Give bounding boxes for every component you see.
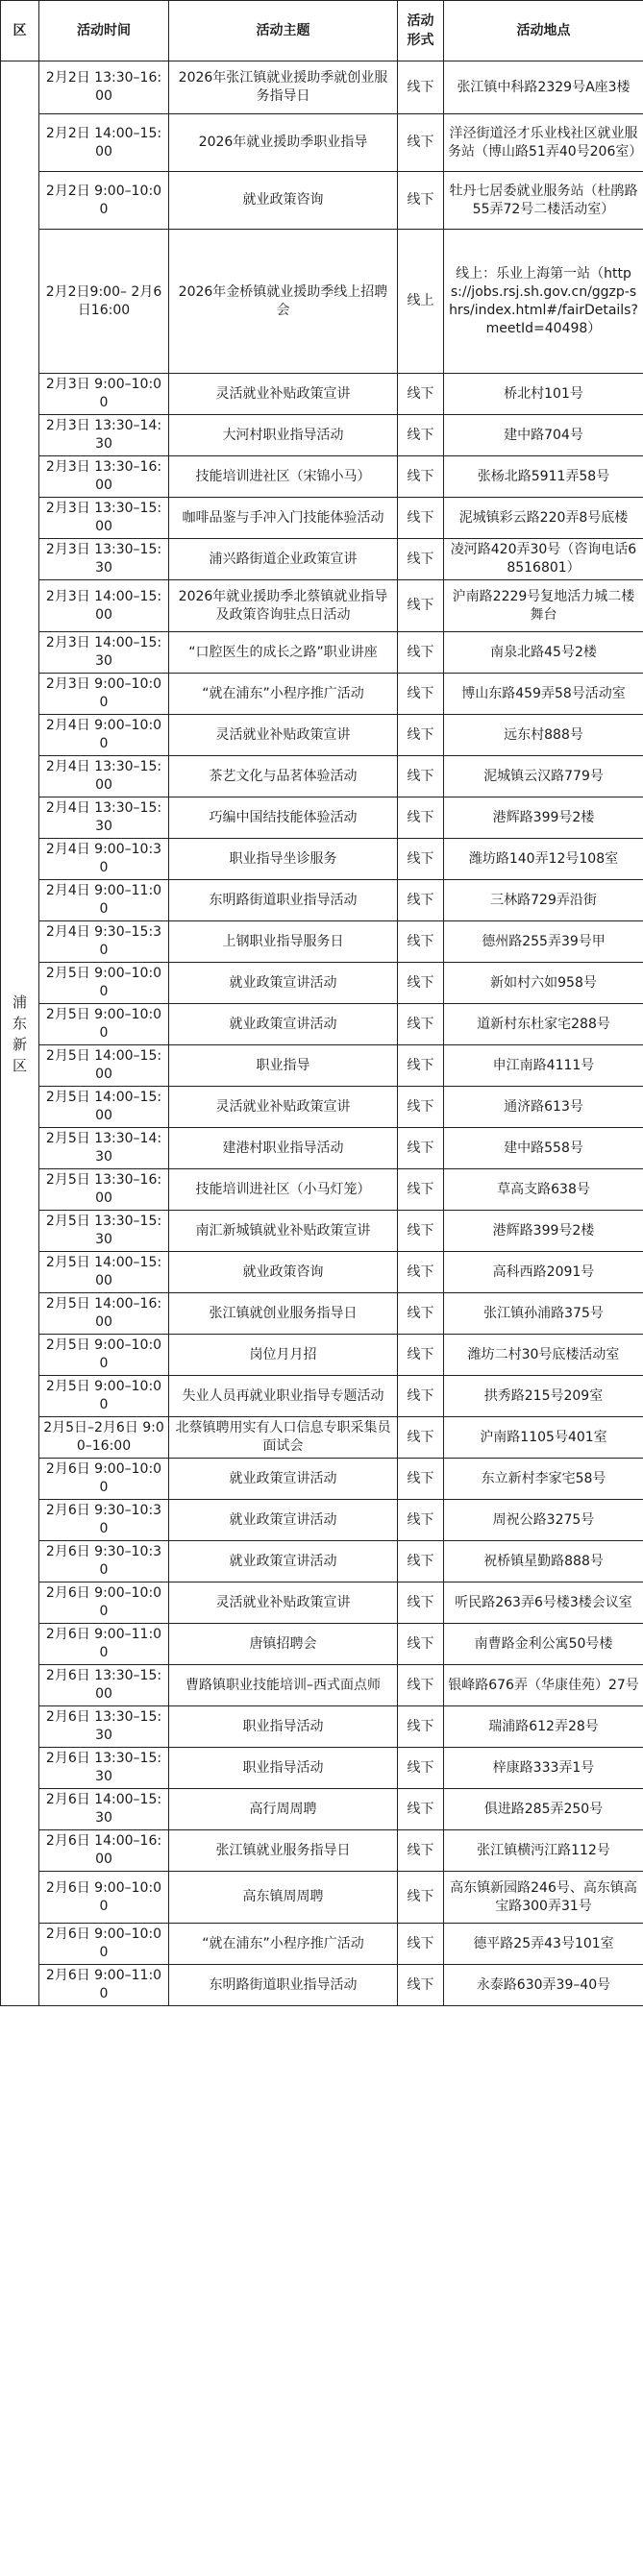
theme-cell: 失业人员再就业职业指导专题活动 [169,1376,398,1417]
theme-cell: 职业指导活动 [169,1706,398,1748]
place-cell: 拱秀路215号209室 [444,1376,643,1417]
form-cell: 线下 [398,1748,444,1789]
table-row [1,456,643,498]
time-cell: 2月6日 9:00–10:00 [39,1924,169,1965]
place-cell: 洋泾街道泾才乐业栈社区就业服务站（博山路51弄40号206室） [444,114,643,172]
district-cell [1,61,39,2006]
theme-cell: 东明路街道职业指导活动 [169,880,398,921]
form-cell: 线上 [398,230,444,374]
place-cell: 张江镇中科路2329号A座3楼 [444,61,643,114]
theme-cell: 就业政策咨询 [169,172,398,230]
time-cell: 2月5日 14:00–15:00 [39,1045,169,1087]
place-cell: 远东村888号 [444,715,643,756]
time-cell: 2月4日 9:30–15:30 [39,921,169,963]
form-cell: 线下 [398,1924,444,1965]
header-time: 活动时间 [39,1,169,61]
table-row [1,839,643,880]
theme-cell: “就在浦东”小程序推广活动 [169,1924,398,1965]
form-cell: 线下 [398,797,444,839]
place-cell: 线上：乐业上海第一站（https://jobs.rsj.sh.gov.cn/ggzp-shrs/index.html#/fairDetails?meetId=40498） [444,230,643,374]
place-cell: 潍坊路140弄12号108室 [444,839,643,880]
place-cell: 博山东路459弄58号活动室 [444,674,643,715]
theme-cell: 2026年就业援助季北蔡镇就业指导及政策咨询驻点日活动 [169,580,398,632]
time-cell: 2月5日 14:00–15:00 [39,1087,169,1128]
form-cell: 线下 [398,1500,444,1541]
form-cell: 线下 [398,172,444,230]
form-cell: 线下 [398,580,444,632]
table-row [1,1128,643,1169]
header-place: 活动地点 [444,1,643,61]
form-cell: 线下 [398,61,444,114]
header-form: 活动形式 [398,1,444,61]
theme-cell: 建港村职业指导活动 [169,1128,398,1169]
form-cell: 线下 [398,1211,444,1252]
theme-cell: 大河村职业指导活动 [169,415,398,456]
form-cell: 线下 [398,1459,444,1500]
table-row [1,797,643,839]
theme-cell: 上钢职业指导服务日 [169,921,398,963]
table-row [1,1169,643,1211]
theme-cell: 浦兴路街道企业政策宣讲 [169,539,398,580]
time-cell: 2月3日 13:30–15:00 [39,498,169,539]
theme-cell: 高行周周聘 [169,1789,398,1830]
form-cell: 线下 [398,1789,444,1830]
table-row [1,114,643,172]
theme-cell: 技能培训进社区（小马灯笼） [169,1169,398,1211]
time-cell: 2月6日 9:00–11:00 [39,1965,169,2006]
table-row [1,374,643,415]
table-row [1,415,643,456]
time-cell: 2月6日 9:30–10:30 [39,1541,169,1582]
place-cell: 牡丹七居委就业服务站（杜鹃路55弄72号二楼活动室） [444,172,643,230]
theme-cell: “口腔医生的成长之路”职业讲座 [169,632,398,674]
table-row [1,1830,643,1872]
form-cell: 线下 [398,1335,444,1376]
theme-cell: 灵活就业补贴政策宣讲 [169,1087,398,1128]
table-row [1,539,643,580]
form-cell: 线下 [398,415,444,456]
time-cell: 2月3日 13:30–15:30 [39,539,169,580]
district-label: 浦东新区 [12,993,27,1074]
time-cell: 2月3日 9:00–10:00 [39,674,169,715]
table-row [1,756,643,797]
theme-cell: 北蔡镇聘用实有人口信息专职采集员面试会 [169,1417,398,1459]
time-cell: 2月6日 9:00–10:00 [39,1872,169,1924]
theme-cell: “就在浦东”小程序推广活动 [169,674,398,715]
form-cell: 线下 [398,1004,444,1045]
place-cell: 凌河路420弄30号（咨询电话68516801） [444,539,643,580]
place-cell: 泥城镇彩云路220弄8号底楼 [444,498,643,539]
form-cell: 线下 [398,1706,444,1748]
form-cell: 线下 [398,1965,444,2006]
theme-cell: 南汇新城镇就业补贴政策宣讲 [169,1211,398,1252]
header-row [1,1,643,61]
table-row [1,1872,643,1924]
theme-cell: 岗位月月招 [169,1335,398,1376]
time-cell: 2月5日 9:00–10:00 [39,963,169,1004]
table-row [1,1376,643,1417]
place-cell: 梓康路333弄1号 [444,1748,643,1789]
theme-cell: 东明路街道职业指导活动 [169,1965,398,2006]
table-row [1,1624,643,1665]
table-row [1,1045,643,1087]
place-cell: 张江镇横沔江路112号 [444,1830,643,1872]
form-cell: 线下 [398,756,444,797]
header-theme: 活动主题 [169,1,398,61]
form-cell: 线下 [398,1872,444,1924]
time-cell: 2月2日 9:00–10:00 [39,172,169,230]
table-row [1,1665,643,1706]
form-cell: 线下 [398,456,444,498]
theme-cell: 就业政策咨询 [169,1252,398,1293]
place-cell: 通济路613号 [444,1087,643,1128]
table-row [1,715,643,756]
place-cell: 沪南路2229号复地活力城二楼舞台 [444,580,643,632]
table-row [1,61,643,114]
theme-cell: 灵活就业补贴政策宣讲 [169,715,398,756]
theme-cell: 唐镇招聘会 [169,1624,398,1665]
theme-cell: 灵活就业补贴政策宣讲 [169,374,398,415]
theme-cell: 巧编中国结技能体验活动 [169,797,398,839]
table-row [1,632,643,674]
time-cell: 2月6日 13:30–15:30 [39,1748,169,1789]
table-row [1,172,643,230]
time-cell: 2月6日 9:00–10:00 [39,1459,169,1500]
form-cell: 线下 [398,715,444,756]
theme-cell: 2026年就业援助季职业指导 [169,114,398,172]
theme-cell: 张江镇就创业服务指导日 [169,1293,398,1335]
place-cell: 祝桥镇星勤路888号 [444,1541,643,1582]
time-cell: 2月3日 13:30–14:30 [39,415,169,456]
time-cell: 2月2日 14:00–15:00 [39,114,169,172]
theme-cell: 职业指导坐诊服务 [169,839,398,880]
theme-cell: 高东镇周周聘 [169,1872,398,1924]
place-cell: 沪南路1105号401室 [444,1417,643,1459]
table-row [1,1965,643,2006]
place-cell: 银峰路676弄（华康佳苑）27号 [444,1665,643,1706]
theme-cell: 咖啡品鉴与手冲入门技能体验活动 [169,498,398,539]
place-cell: 建中路558号 [444,1128,643,1169]
theme-cell: 茶艺文化与品茗体验活动 [169,756,398,797]
place-cell: 瑞浦路612弄28号 [444,1706,643,1748]
theme-cell: 2026年张江镇就业援助季就创业服务指导日 [169,61,398,114]
place-cell: 张江镇孙浦路375号 [444,1293,643,1335]
time-cell: 2月3日 14:00–15:00 [39,580,169,632]
form-cell: 线下 [398,674,444,715]
table-row [1,1417,643,1459]
form-cell: 线下 [398,1665,444,1706]
place-cell: 周祝公路3275号 [444,1500,643,1541]
time-cell: 2月5日 13:30–14:30 [39,1128,169,1169]
time-cell: 2月6日 14:00–16:00 [39,1830,169,1872]
table-row [1,1706,643,1748]
form-cell: 线下 [398,1830,444,1872]
table-row [1,674,643,715]
time-cell: 2月5日 9:00–10:00 [39,1004,169,1045]
theme-cell: 职业指导活动 [169,1748,398,1789]
time-cell: 2月5日–2月6日 9:00–16:00 [39,1417,169,1459]
time-cell: 2月4日 9:00–10:30 [39,839,169,880]
time-cell: 2月5日 9:00–10:00 [39,1376,169,1417]
form-cell: 线下 [398,1045,444,1087]
form-cell: 线下 [398,114,444,172]
time-cell: 2月5日 13:30–16:00 [39,1169,169,1211]
place-cell: 新如村六如958号 [444,963,643,1004]
table-row [1,1252,643,1293]
table-row [1,498,643,539]
table-row [1,1004,643,1045]
theme-cell: 就业政策宣讲活动 [169,963,398,1004]
table-row [1,1748,643,1789]
table-row [1,1459,643,1500]
place-cell: 张杨北路5911弄58号 [444,456,643,498]
place-cell: 草高支路638号 [444,1169,643,1211]
table-row [1,1789,643,1830]
place-cell: 桥北村101号 [444,374,643,415]
table-row [1,1293,643,1335]
form-cell: 线下 [398,1252,444,1293]
header-district: 区 [1,1,39,61]
form-cell: 线下 [398,1582,444,1624]
time-cell: 2月4日 9:00–11:00 [39,880,169,921]
table-row [1,1582,643,1624]
place-cell: 建中路704号 [444,415,643,456]
form-cell: 线下 [398,1417,444,1459]
theme-cell: 2026年金桥镇就业援助季线上招聘会 [169,230,398,374]
form-cell: 线下 [398,1293,444,1335]
time-cell: 2月6日 9:00–10:00 [39,1582,169,1624]
form-cell: 线下 [398,1128,444,1169]
table-row [1,230,643,374]
table-row [1,1500,643,1541]
time-cell: 2月2日9:00– 2月6日16:00 [39,230,169,374]
form-cell: 线下 [398,880,444,921]
theme-cell: 就业政策宣讲活动 [169,1500,398,1541]
form-cell: 线下 [398,1541,444,1582]
place-cell: 高东镇新园路246号、高东镇高宝路300弄31号 [444,1872,643,1924]
table-row [1,880,643,921]
table-row [1,1924,643,1965]
place-cell: 听民路263弄6号楼3楼会议室 [444,1582,643,1624]
form-cell: 线下 [398,963,444,1004]
form-cell: 线下 [398,921,444,963]
theme-cell: 职业指导 [169,1045,398,1087]
form-cell: 线下 [398,1376,444,1417]
form-cell: 线下 [398,374,444,415]
theme-cell: 灵活就业补贴政策宣讲 [169,1582,398,1624]
place-cell: 永泰路630弄39–40号 [444,1965,643,2006]
place-cell: 泥城镇云汉路779号 [444,756,643,797]
place-cell: 高科西路2091号 [444,1252,643,1293]
form-cell: 线下 [398,539,444,580]
theme-cell: 张江镇就业服务指导日 [169,1830,398,1872]
place-cell: 港辉路399号2楼 [444,797,643,839]
time-cell: 2月4日 13:30–15:30 [39,797,169,839]
place-cell: 三林路729弄沿街 [444,880,643,921]
place-cell: 东立新村李家宅58号 [444,1459,643,1500]
table-row [1,580,643,632]
table-row [1,1335,643,1376]
time-cell: 2月2日 13:30–16:00 [39,61,169,114]
form-cell: 线下 [398,632,444,674]
time-cell: 2月6日 14:00–15:30 [39,1789,169,1830]
theme-cell: 就业政策宣讲活动 [169,1459,398,1500]
time-cell: 2月6日 9:00–11:00 [39,1624,169,1665]
theme-cell: 曹路镇职业技能培训–西式面点师 [169,1665,398,1706]
time-cell: 2月4日 13:30–15:00 [39,756,169,797]
form-cell: 线下 [398,1169,444,1211]
place-cell: 德州路255弄39号甲 [444,921,643,963]
time-cell: 2月6日 13:30–15:00 [39,1665,169,1706]
time-cell: 2月4日 9:00–10:00 [39,715,169,756]
time-cell: 2月5日 14:00–15:00 [39,1252,169,1293]
time-cell: 2月6日 9:30–10:30 [39,1500,169,1541]
form-cell: 线下 [398,498,444,539]
place-cell: 道新村东杜家宅288号 [444,1004,643,1045]
theme-cell: 就业政策宣讲活动 [169,1541,398,1582]
place-cell: 南曹路金利公寓50号楼 [444,1624,643,1665]
theme-cell: 就业政策宣讲活动 [169,1004,398,1045]
time-cell: 2月5日 14:00–16:00 [39,1293,169,1335]
time-cell: 2月5日 9:00–10:00 [39,1335,169,1376]
time-cell: 2月5日 13:30–15:30 [39,1211,169,1252]
table-row [1,1211,643,1252]
table-row [1,921,643,963]
table-body [1,61,643,2006]
place-cell: 申江南路4111号 [444,1045,643,1087]
form-cell: 线下 [398,1624,444,1665]
form-cell: 线下 [398,1087,444,1128]
time-cell: 2月3日 9:00–10:00 [39,374,169,415]
place-cell: 俱进路285弄250号 [444,1789,643,1830]
place-cell: 南泉北路45号2楼 [444,632,643,674]
table-row [1,963,643,1004]
time-cell: 2月6日 13:30–15:30 [39,1706,169,1748]
form-cell: 线下 [398,839,444,880]
place-cell: 潍坊二村30号底楼活动室 [444,1335,643,1376]
place-cell: 港辉路399号2楼 [444,1211,643,1252]
table-row [1,1087,643,1128]
place-cell: 德平路25弄43号101室 [444,1924,643,1965]
time-cell: 2月3日 14:00–15:30 [39,632,169,674]
table-row [1,1541,643,1582]
time-cell: 2月3日 13:30–16:00 [39,456,169,498]
theme-cell: 技能培训进社区（宋锦小马） [169,456,398,498]
